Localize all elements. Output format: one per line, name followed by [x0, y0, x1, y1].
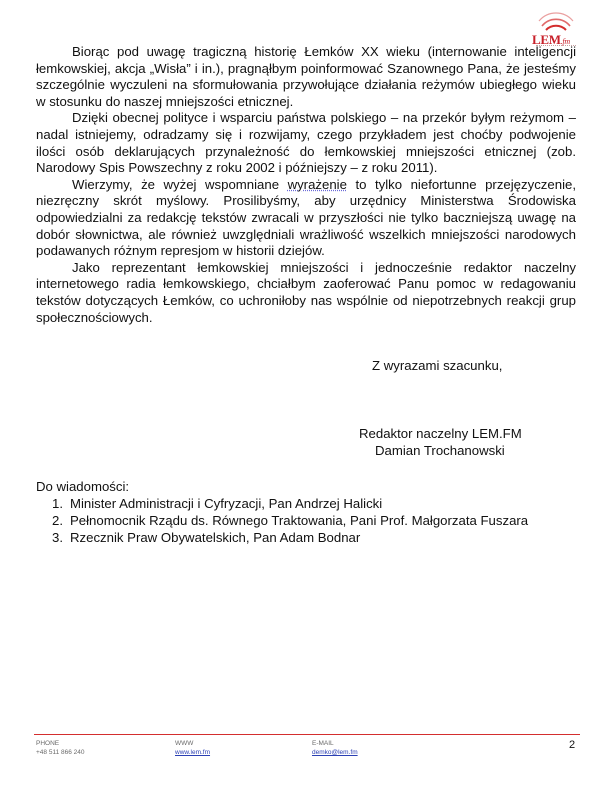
paragraph-3-start: Wierzymy, że wyżej wspomniane — [72, 176, 288, 192]
paragraph-2: Dzięki obecnej polityce i wsparciu państwa polskiego – na przekór byłym reżymom – nadal istniejemy, odradzamy się i rozwijamy, czego przykładem jest choćby podwojenie ilości osób deklarujących przynależność do łemkowskiej mniejszości etnicznej (zob. Narodowy Spis Powszechny z roku 2002 i późniejszy – z roku 2011). — [36, 110, 576, 176]
footer-phone — [36, 739, 85, 757]
email-label: E-MAIL — [312, 740, 334, 747]
signature-title: Redaktor naczelny LEM.FM — [359, 426, 522, 441]
footer-divider — [34, 734, 580, 735]
list-item-text: Minister Administracji i Cyfryzacji, Pan Andrzej Halicki — [70, 496, 383, 511]
list-item-number: 3. — [52, 530, 63, 545]
www-label: WWW — [175, 740, 194, 747]
paragraph-3 — [36, 177, 576, 260]
paragraph-4: Jako reprezentant łemkowskiej mniejszości i jednocześnie redaktor naczelny internetowego radia łemkowskiego, chciałbym zaoferować Panu pomoc w redagowaniu tekstów dotyczących Łemków, co uchroniłoby nas wspólnie od niepotrzebnych reakcji grup społecznościowych. — [36, 259, 576, 325]
logo-text-main: LEM — [532, 32, 561, 47]
footer-email — [312, 739, 358, 757]
signature-name: Damian Trochanowski — [375, 443, 505, 458]
underlined-word: wyrażenie — [287, 176, 347, 192]
paragraph-3-end: to tylko niefortunne przejęzyczenie, niezręczny skrót myślowy. Prosilibyśmy, aby urzędnicy Ministerstwa Środowiska odpowiedzialni za redakcję tekstów zwracali w przyszłości nie tylko baczniejszą uwagę na dobór słownictwa, ale również uwzględniali wrażliwość wszelkich mniejszości narodowych podawanych różnym represjom w historii dziejów. — [36, 176, 576, 259]
page-number: 2 — [569, 739, 576, 751]
list-item-number: 1. — [52, 496, 63, 511]
paragraph-1: Biorąc pod uwagę tragiczną historię Łemków XX wieku (internowanie inteligencji łemkowskiej, akcja „Wisła” i in.), pragnąłbym poinformować Szanownego Pana, że jesteśmy szczególnie wyczuleni na sformułowania przywołujące działania reżymów ubiegłego wieku w stosunku do naszej mniejszości etnicznej. — [36, 44, 576, 109]
phone-label: PHONE — [36, 740, 60, 747]
list-item-number: 2. — [52, 513, 63, 528]
lemfm-logo — [530, 8, 582, 48]
www-link[interactable]: www.lem.fm — [175, 749, 211, 756]
letter-body — [36, 44, 576, 326]
list-item — [52, 495, 528, 512]
list-item — [52, 512, 528, 529]
footer-www — [175, 739, 210, 757]
list-item-text: Pełnomocnik Rządu ds. Równego Traktowania, Pani Prof. Małgorzata Fuszara — [70, 513, 529, 528]
logo-text-suffix: .fm — [560, 37, 570, 46]
phone-value: +48 511 866 240 — [36, 749, 85, 756]
email-link[interactable]: demko@lem.fm — [312, 749, 358, 756]
list-item — [52, 529, 528, 546]
list-item-text: Rzecznik Praw Obywatelskich, Pan Adam Bodnar — [70, 530, 361, 545]
distribution-title: Do wiadomości: — [36, 479, 130, 494]
radio-waves-icon — [538, 8, 574, 32]
distribution-list — [52, 495, 528, 546]
closing-line: Z wyrazami szacunku, — [372, 358, 503, 373]
